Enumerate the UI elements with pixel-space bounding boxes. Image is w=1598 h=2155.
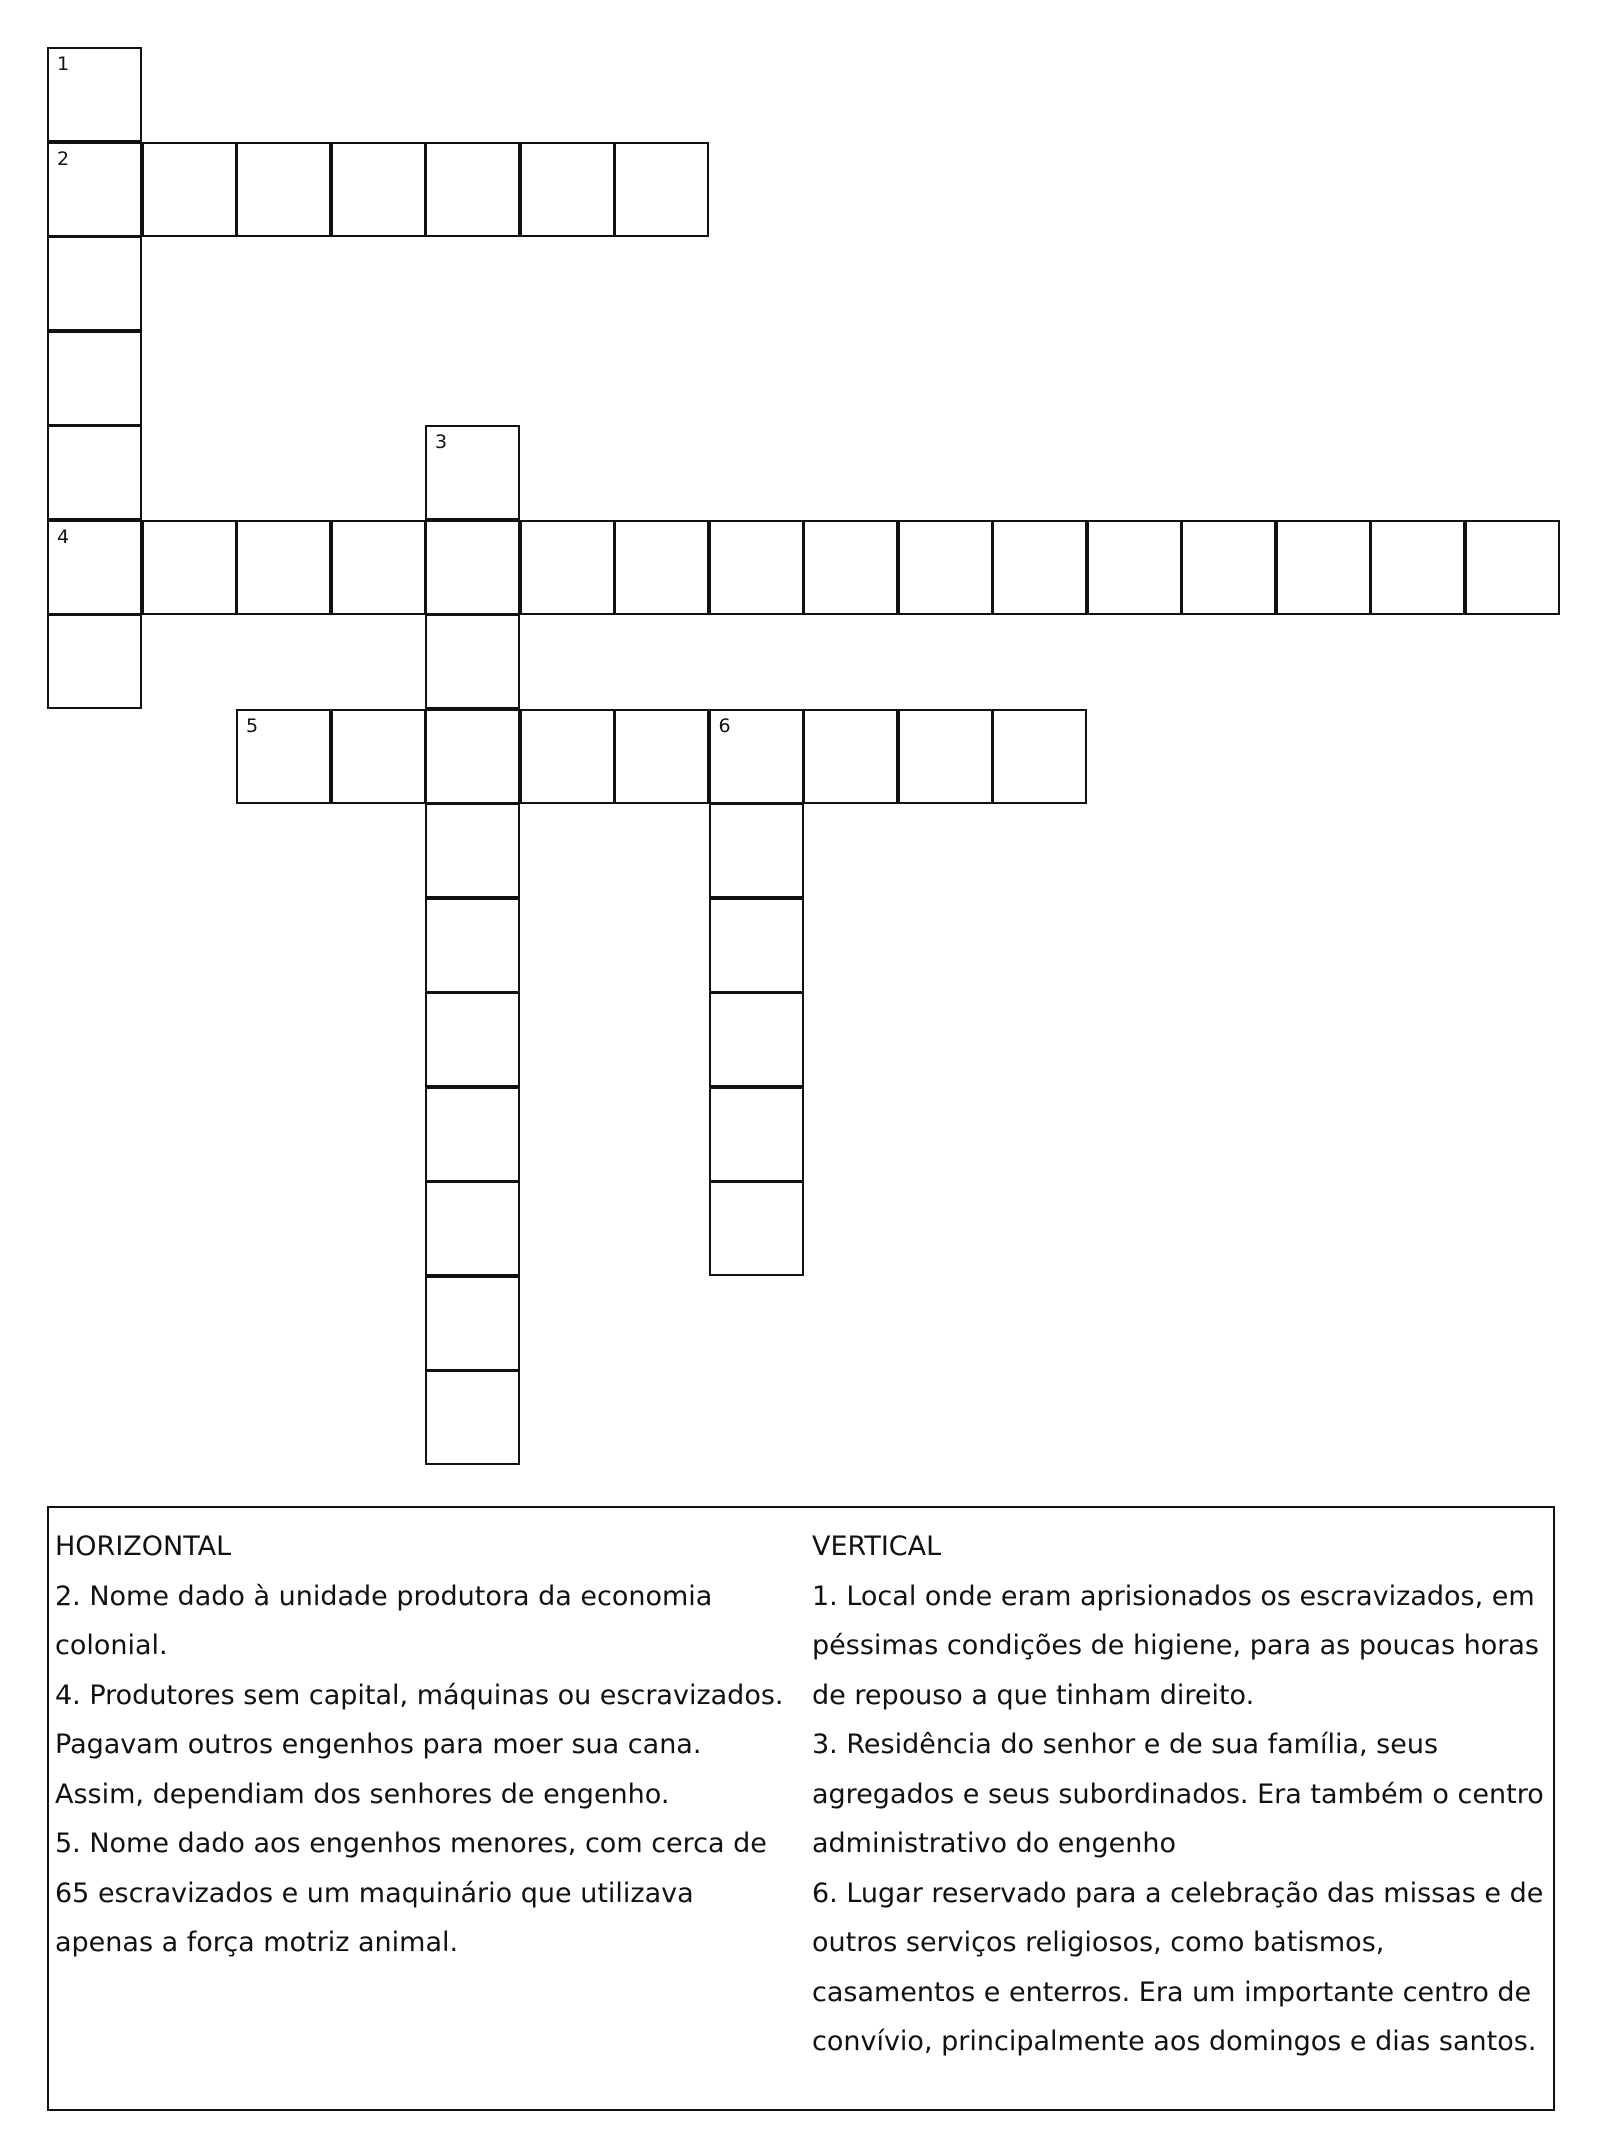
grid-cell[interactable] [1087, 520, 1182, 615]
clue-number: 6 [718, 714, 731, 737]
grid-cell[interactable] [47, 520, 142, 615]
grid-cell[interactable] [709, 898, 804, 993]
grid-cell[interactable] [236, 520, 331, 615]
grid-cell[interactable] [709, 520, 804, 615]
grid-cell[interactable] [520, 709, 615, 804]
grid-cell[interactable] [425, 425, 520, 520]
grid-cell[interactable] [992, 709, 1087, 804]
clue-number: 5 [246, 714, 259, 737]
grid-cell[interactable] [425, 520, 520, 615]
grid-cell[interactable] [142, 520, 237, 615]
grid-cell[interactable] [425, 1087, 520, 1182]
grid-cell[interactable] [709, 1087, 804, 1182]
grid-cell[interactable] [1465, 520, 1560, 615]
grid-cell[interactable] [47, 47, 142, 142]
grid-cell[interactable] [425, 614, 520, 709]
grid-cell[interactable] [47, 236, 142, 331]
grid-cell[interactable] [425, 142, 520, 237]
grid-cell[interactable] [425, 1370, 520, 1465]
clue-across-5: 5. Nome dado aos engenhos menores, com cerca de 65 escravizados e um maquinário que utilizava apenas a força motriz animal. [55, 1828, 767, 1958]
grid-cell[interactable] [709, 803, 804, 898]
grid-cell[interactable] [47, 142, 142, 237]
grid-cell[interactable] [803, 520, 898, 615]
grid-cell[interactable] [992, 520, 1087, 615]
grid-cell[interactable] [425, 992, 520, 1087]
grid-cell[interactable] [1181, 520, 1276, 615]
grid-cell[interactable] [1276, 520, 1371, 615]
clue-across-2: 2. Nome dado à unidade produtora da economia colonial. [55, 1580, 713, 1661]
grid-cell[interactable] [709, 992, 804, 1087]
grid-cell[interactable] [614, 520, 709, 615]
vertical-heading: VERTICAL [812, 1531, 942, 1562]
grid-cell[interactable] [425, 1181, 520, 1276]
clue-number: 4 [57, 525, 70, 548]
grid-cell[interactable] [47, 425, 142, 520]
grid-cell[interactable] [425, 803, 520, 898]
grid-cell[interactable] [425, 709, 520, 804]
grid-cell[interactable] [898, 709, 993, 804]
clue-number: 1 [57, 53, 70, 75]
grid-cell[interactable] [1370, 520, 1465, 615]
grid-cell[interactable] [142, 142, 237, 237]
vertical-clues [812, 1522, 1552, 2067]
grid-cell[interactable] [614, 142, 709, 237]
clue-number: 2 [57, 147, 70, 170]
clue-down-1: 1. Local onde eram aprisionados os escravizados, em péssimas condições de higiene, para as poucas horas de repouso a que tinham direito. [812, 1580, 1539, 1711]
horizontal-heading: HORIZONTAL [55, 1531, 232, 1562]
grid-cell[interactable] [898, 520, 993, 615]
grid-cell[interactable] [331, 520, 426, 615]
clues-box [47, 1506, 1555, 2111]
grid-cell[interactable] [47, 614, 142, 709]
grid-cell[interactable] [614, 709, 709, 804]
clue-down-3: 3. Residência do senhor e de sua família, seus agregados e seus subordinados. Era também o centro administrativo do engenho [812, 1729, 1544, 1859]
grid-cell[interactable] [425, 1276, 520, 1371]
grid-cell[interactable] [47, 331, 142, 426]
horizontal-clues [55, 1522, 795, 1968]
grid-cell[interactable] [425, 898, 520, 993]
grid-cell[interactable] [331, 142, 426, 237]
grid-cell[interactable] [709, 709, 804, 804]
grid-cell[interactable] [709, 1181, 804, 1276]
grid-cell[interactable] [236, 142, 331, 237]
grid-cell[interactable] [331, 709, 426, 804]
clue-across-4: 4. Produtores sem capital, máquinas ou escravizados. Pagavam outros engenhos para moer sua cana. Assim, dependiam dos senhores de engenho. [55, 1679, 784, 1810]
grid-cell[interactable] [520, 520, 615, 615]
clue-down-6: 6. Lugar reservado para a celebração das missas e de outros serviços religiosos, como batismos, casamentos e enterros. Era um importante centro de convívio, principalmente aos domingos e dias santos. [812, 1877, 1544, 2057]
grid-cell[interactable] [236, 709, 331, 804]
grid-cell[interactable] [803, 709, 898, 804]
clue-number: 3 [435, 431, 448, 453]
grid-cell[interactable] [520, 142, 615, 237]
